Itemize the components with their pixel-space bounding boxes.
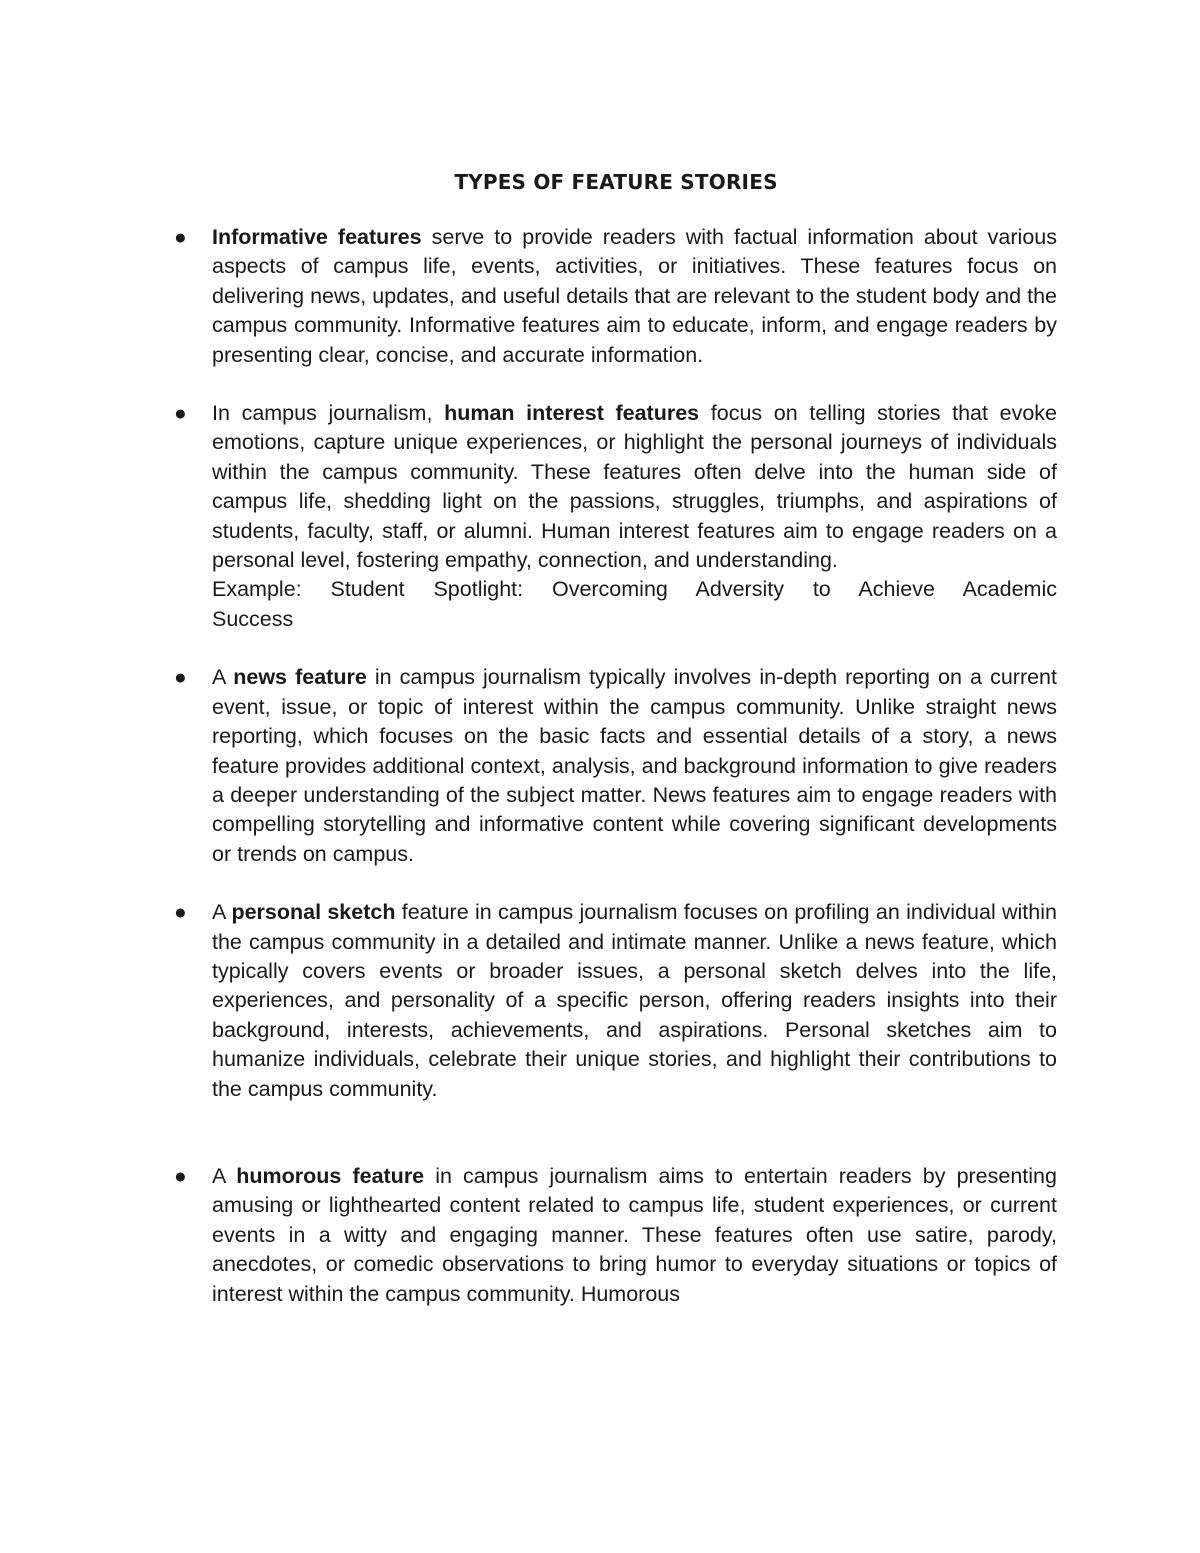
list-item-human-interest-features: [174, 399, 1057, 634]
item-body: focus on telling stories that evoke emotions, capture unique experiences, or highlight the personal journeys of individuals within the campus community. These features often delve into the human side of campus life, shedding light on the passions, struggles, triumphs, and aspirations of students, faculty, staff, or alumni. Human interest features aim to engage readers on a personal level, fostering empathy, connection, and understanding.: [212, 401, 1057, 573]
item-body: in campus journalism aims to entertain readers by presenting amusing or lighthearted content related to campus life, student experiences, or current events in a witty and engaging manner. These features often use satire, parody, anecdotes, or comedic observations to bring humor to everyday situations or topics of interest within the campus community. Humorous: [212, 1163, 1057, 1306]
bullet-icon: ●: [174, 1164, 187, 1188]
item-term: personal sketch: [231, 900, 396, 925]
item-prefix: A: [212, 900, 232, 925]
item-body: in campus journalism typically involves in-depth reporting on a current event, issue, or topic of interest within the campus community. Unlike straight news reporting, which focuses on the basic facts and essential details of a story, a news feature provides additional context, analysis, and background information to give readers a deeper understanding of the subject matter. News features aim to engage readers with compelling storytelling and informative content while covering significant developments or trends on campus.: [212, 665, 1057, 866]
example-text: Example: Student Spotlight: Overcoming Adversity to Achieve Academic: [212, 577, 1057, 602]
feature-type-list: [174, 223, 1057, 1309]
list-item-humorous-feature: [174, 1162, 1057, 1309]
bullet-icon: ●: [174, 666, 187, 690]
item-prefix: A: [212, 1163, 237, 1188]
list-item-personal-sketch: [174, 898, 1057, 1104]
bullet-icon: ●: [174, 226, 187, 249]
list-item-news-feature: [174, 663, 1057, 869]
item-body: feature in campus journalism focuses on profiling an individual within the campus community in a detailed and intimate manner. Unlike a news feature, which typically covers events or broader issues, a personal sketch delves into the life, experiences, and personality of a specific person, offering readers insights into their background, interests, achievements, and aspirations. Personal sketches aim to humanize individuals, celebrate their unique stories, and highlight their contributions to the campus community.: [212, 900, 1057, 1101]
item-term: human interest features: [444, 401, 700, 426]
item-body: serve to provide readers with factual information about various aspects of campus life, events, activities, or initiatives. These features focus on delivering news, updates, and useful details that are relevant to the student body and the campus community. Informative features aim to educate, inform, and engage readers by presenting clear, concise, and accurate information.: [212, 225, 1057, 367]
document-title: TYPES OF FEATURE STORIES: [454, 170, 778, 194]
item-term: Informative features: [212, 225, 422, 249]
example-text-continued: Success: [212, 606, 294, 631]
item-prefix: A: [212, 665, 234, 690]
item-term: humorous feature: [236, 1163, 425, 1188]
bullet-icon: ●: [174, 402, 187, 426]
list-item-informative-features: [174, 223, 1057, 370]
item-term: news feature: [233, 665, 367, 690]
item-prefix: In campus journalism,: [212, 401, 445, 426]
bullet-icon: ●: [174, 901, 187, 925]
